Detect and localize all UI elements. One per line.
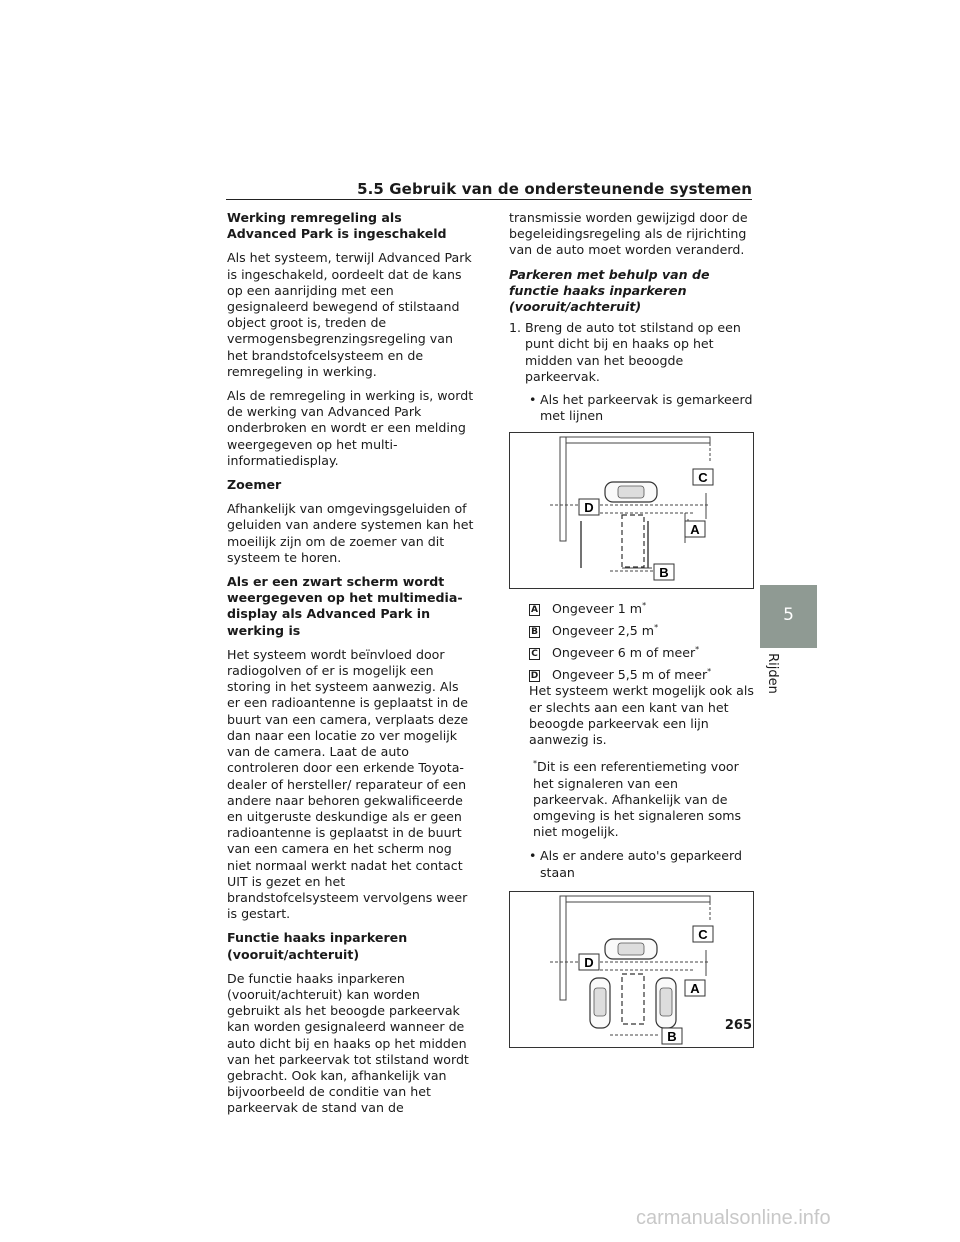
footnote (533, 756, 754, 840)
paragraph: Het systeem wordt beïnvloed door radiogolven of er is mogelijk een storing in het systeem aanwezig. Als er een radioantenne is geplaatst in de buurt van een camera, verplaats deze dan naar een locatie zo ver mogelijk van de camera. Laat de auto controleren door een erkende Toyota-dealer of hersteller/ reparateur of een andere naar behoren gekwalificeerde en uitgeruste deskundige als er geen radioantenne is geplaatst in de buurt van een camera en het scherm nog niet normaal werkt nadat het contact UIT is gezet en het brandstofcelsysteem vervolgens weer is gestart. (227, 646, 469, 922)
legend-text: Ongeveer 1 m (552, 601, 643, 617)
step-number: 1. (509, 320, 522, 336)
label-c (693, 926, 713, 942)
left-column (227, 210, 475, 1125)
step-1 (509, 320, 754, 385)
legend-key: C (529, 648, 540, 660)
bullet-mark: • (529, 848, 537, 864)
parked-car-right-icon (656, 978, 676, 1028)
header-title: 5.5 Gebruik van de ondersteunende systemen (357, 180, 752, 198)
heading-parkeren-haaks: Parkeren met behulp van de functie haaks inparkeren (vooruit/achteruit) (509, 266, 710, 315)
legend-c (529, 645, 754, 667)
paragraph: Als het systeem, terwijl Advanced Park is ingeschakeld, oordeelt dat de kans op een aanrijding met een gesignaleerd bewegend of stilstaand object groot is, treden de vermogensbegrenzingsregeling van het brandstofcelsysteem en de remregeling in werking. (227, 250, 472, 379)
legend-d (529, 667, 754, 683)
bullet-item (529, 392, 754, 424)
svg-text:B: B (659, 565, 669, 581)
legend-star: * (695, 645, 700, 655)
heading-remregeling: Werking remregeling als Advanced Park is ingeschakeld (227, 210, 447, 242)
page-number: 265 (724, 1018, 752, 1033)
car-icon (605, 939, 657, 959)
label-b (654, 564, 674, 580)
paragraph: De functie haaks inparkeren (vooruit/achteruit) kan worden gebruikt als het beoogde parkeervak kan worden gesignaleerd wanneer de auto dicht bij en haaks op het midden van het parkeervak tot stilstand wordt gebracht. Ook kan, afhankelijk van bijvoorbeeld de conditie van het parkeervak de stand van de (227, 970, 469, 1116)
legend-b (529, 623, 754, 645)
heading-zoemer: Zoemer (227, 477, 282, 493)
label-a (685, 521, 705, 537)
svg-text:A: A (690, 980, 700, 996)
svg-text:A: A (690, 522, 700, 538)
paragraph: Afhankelijk van omgevingsgeluiden of geluiden van andere systemen kan het moeilijk zijn om de zoemer van dit systeem te horen. (227, 501, 474, 565)
bullet-text: Als er andere auto's geparkeerd staan (540, 848, 742, 880)
label-d (579, 499, 599, 515)
legend-key: B (529, 626, 540, 638)
paragraph: transmissie worden gewijzigd door de begeleidingsregeling als de rijrichting van de auto moet worden veranderd. (509, 210, 748, 258)
svg-text:C: C (698, 926, 708, 942)
footnote-star: * (533, 759, 537, 769)
svg-text:D: D (584, 954, 594, 970)
heading-zwart-scherm: Als er een zwart scherm wordt weergegeven op het multimedia-display als Advanced Park in werking is (227, 574, 463, 638)
legend-a (529, 601, 754, 623)
legend-text: Ongeveer 6 m of meer (552, 645, 696, 661)
chapter-number: 5 (783, 605, 794, 625)
label-a (685, 980, 705, 996)
bullet-item (529, 848, 754, 880)
legend-key: D (530, 671, 539, 682)
legend-text: Ongeveer 2,5 m (552, 623, 655, 639)
svg-text:D: D (584, 500, 594, 516)
parked-car-left-icon (590, 978, 610, 1028)
chapter-label (764, 650, 786, 700)
watermark: carmanualsonline.info (636, 1207, 831, 1229)
running-header (226, 180, 752, 200)
legend-star: * (707, 667, 712, 677)
note: Het systeem werkt mogelijk ook als er slechts aan een kant van het beoogde parkeervak een lijn aanwezig is. (529, 683, 754, 748)
chapter-label-text: Rijden (764, 653, 780, 694)
svg-text:B: B (667, 1028, 677, 1044)
chapter-tab (760, 585, 817, 648)
label-b (662, 1028, 682, 1044)
label-c (693, 469, 713, 485)
heading-haaks-inparkeren: Functie haaks inparkeren (vooruit/achteruit) (227, 930, 408, 962)
svg-text:C: C (698, 470, 708, 486)
legend-star: * (654, 623, 659, 633)
footnote-text: Dit is een referentiemeting voor het signaleren van een parkeervak. Afhankelijk van de omgeving is het signaleren soms niet mogelijk. (533, 759, 742, 840)
legend-text: Ongeveer 5,5 m of meer (552, 667, 708, 683)
parking-lines-illustration (510, 433, 753, 588)
car-icon (605, 482, 657, 502)
legend-key: A (529, 604, 540, 616)
bullet-mark: • (529, 392, 537, 408)
paragraph: Als de remregeling in werking is, wordt de werking van Advanced Park onderbroken en wordt er een melding weergegeven op het multi-informatiedisplay. (227, 388, 474, 468)
parking-diagram-lines (509, 432, 754, 589)
bullet-text: Als het parkeervak is gemarkeerd met lijnen (540, 392, 753, 424)
step-text: Breng de auto tot stilstand op een punt dicht bij en haaks op het midden van het beoogde parkeervak. (525, 320, 741, 384)
label-d (579, 954, 599, 970)
right-column (509, 210, 754, 1060)
legend-star: * (642, 601, 647, 611)
